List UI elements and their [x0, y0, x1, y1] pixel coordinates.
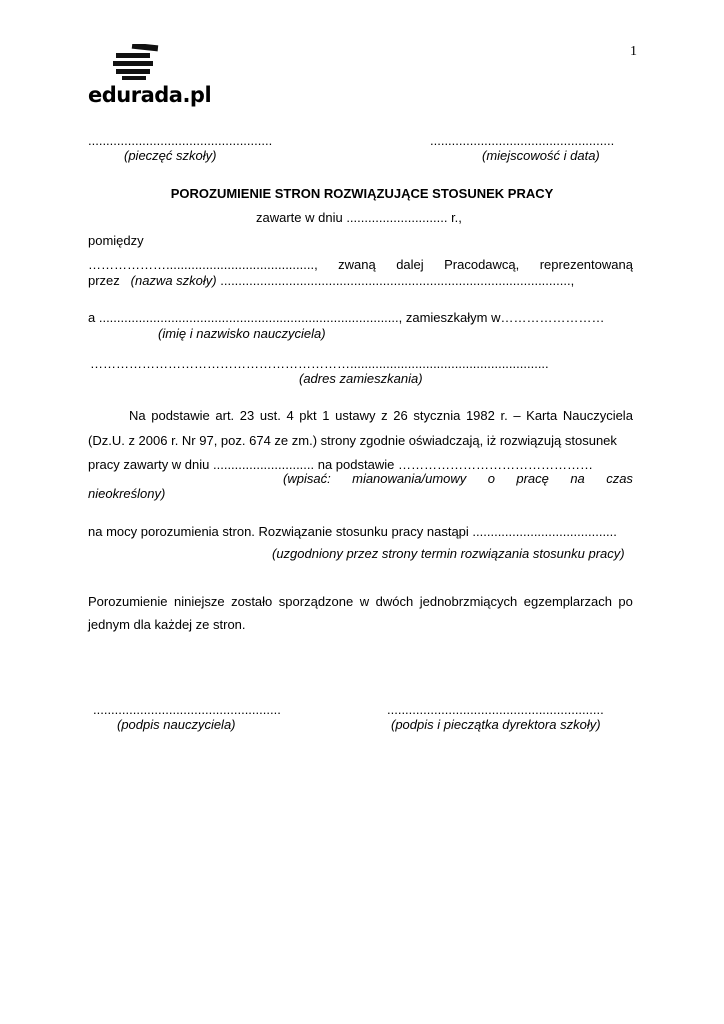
- page-number: 1: [630, 44, 637, 59]
- place-date-caption: (miejscowość i data): [482, 148, 600, 163]
- place-date-dots: ...................................................: [430, 133, 615, 148]
- para1-caption-end: nieokreślony): [88, 486, 166, 501]
- para1-line3: pracy zawarty w dniu ............................ na podstawie ………………………………………: [88, 457, 593, 472]
- director-signature-caption: (podpis i pieczątka dyrektora szkoły): [391, 717, 601, 732]
- word: mianowania/umowy: [352, 471, 467, 486]
- document-title: POROZUMIENIE STRON ROZWIĄZUJĄCE STOSUNEK PRACY: [170, 186, 554, 201]
- word: stycznia: [413, 408, 461, 423]
- between-label: pomiędzy: [88, 233, 144, 248]
- word: egzemplarzach: [523, 594, 612, 609]
- para1-line2: (Dz.U. z 2006 r. Nr 97, poz. 674 ze zm.) strony zgodnie oświadczają, iż rozwiązują stosunek: [88, 433, 617, 448]
- word: zwaną: [338, 257, 376, 272]
- word: –: [513, 408, 521, 423]
- word: Karta: [526, 408, 558, 423]
- teacher-name-caption: (imię i nazwisko nauczyciela): [158, 326, 326, 341]
- word: ustawy: [335, 408, 376, 423]
- employer-line-2: [88, 273, 574, 288]
- word: 1: [322, 408, 330, 423]
- teacher-signature-dots: ....................................................: [93, 702, 281, 717]
- address-caption: (adres zamieszkania): [299, 371, 423, 386]
- word: Na: [129, 408, 146, 423]
- school-stamp-caption: (pieczęć szkoły): [124, 148, 217, 163]
- employer-line: [88, 257, 633, 272]
- word: (wpisać:: [283, 471, 331, 486]
- school-name-caption: (nazwa szkoły): [130, 273, 217, 288]
- school-stamp-dots: ...................................................: [88, 133, 273, 148]
- word: podstawie: [151, 408, 210, 423]
- word: w: [359, 594, 370, 609]
- school-name-dots: .................................................................................................,: [220, 273, 575, 288]
- logo-stack-icon: [110, 44, 162, 82]
- word: czas: [606, 471, 633, 486]
- word: dwóch: [375, 594, 414, 609]
- director-signature-dots: ............................................................: [387, 702, 604, 717]
- word: 4: [286, 408, 294, 423]
- word: pracę: [516, 471, 549, 486]
- word: Nauczyciela: [562, 408, 633, 423]
- word: 23: [239, 408, 255, 423]
- word: na: [570, 471, 585, 486]
- word: jednobrzmiących: [419, 594, 518, 609]
- employer-dots: ……………….........................................,: [88, 257, 318, 272]
- word: art.: [215, 408, 235, 423]
- word: Pracodawcą,: [444, 257, 520, 272]
- word: o: [487, 471, 495, 486]
- word: r.: [500, 408, 508, 423]
- word: reprezentowaną: [539, 257, 633, 272]
- word: niniejsze: [174, 594, 225, 609]
- word: ust.: [259, 408, 281, 423]
- para2-caption: (uzgodniony przez strony termin rozwiązania stosunku pracy): [272, 546, 625, 561]
- address-line: …………………………………………………….......................................................: [90, 356, 549, 371]
- para3-line2: jednym dla każdej ze stron.: [88, 617, 246, 632]
- word: sporządzone: [278, 594, 354, 609]
- para3-line1: [88, 594, 633, 609]
- teacher-signature-caption: (podpis nauczyciela): [117, 717, 236, 732]
- word: 26: [393, 408, 408, 423]
- date-line: zawarte w dniu ............................ r.,: [256, 210, 462, 225]
- para2-line: na mocy porozumienia stron. Rozwiązanie stosunku pracy nastąpi ........................................: [88, 524, 617, 539]
- logo-text: edurada.pl: [88, 83, 212, 107]
- para1-caption: [283, 471, 633, 486]
- teacher-line: a ..................................................................................., zamieszkałym w……………………: [88, 310, 605, 325]
- word: z: [381, 408, 388, 423]
- word: zostało: [231, 594, 273, 609]
- word: dalej: [396, 257, 424, 272]
- word: pkt: [299, 408, 317, 423]
- para1-line1: [129, 408, 633, 423]
- word: Porozumienie: [88, 594, 168, 609]
- word: 1982: [465, 408, 495, 423]
- word: po: [618, 594, 633, 609]
- przez-label: przez: [88, 273, 120, 288]
